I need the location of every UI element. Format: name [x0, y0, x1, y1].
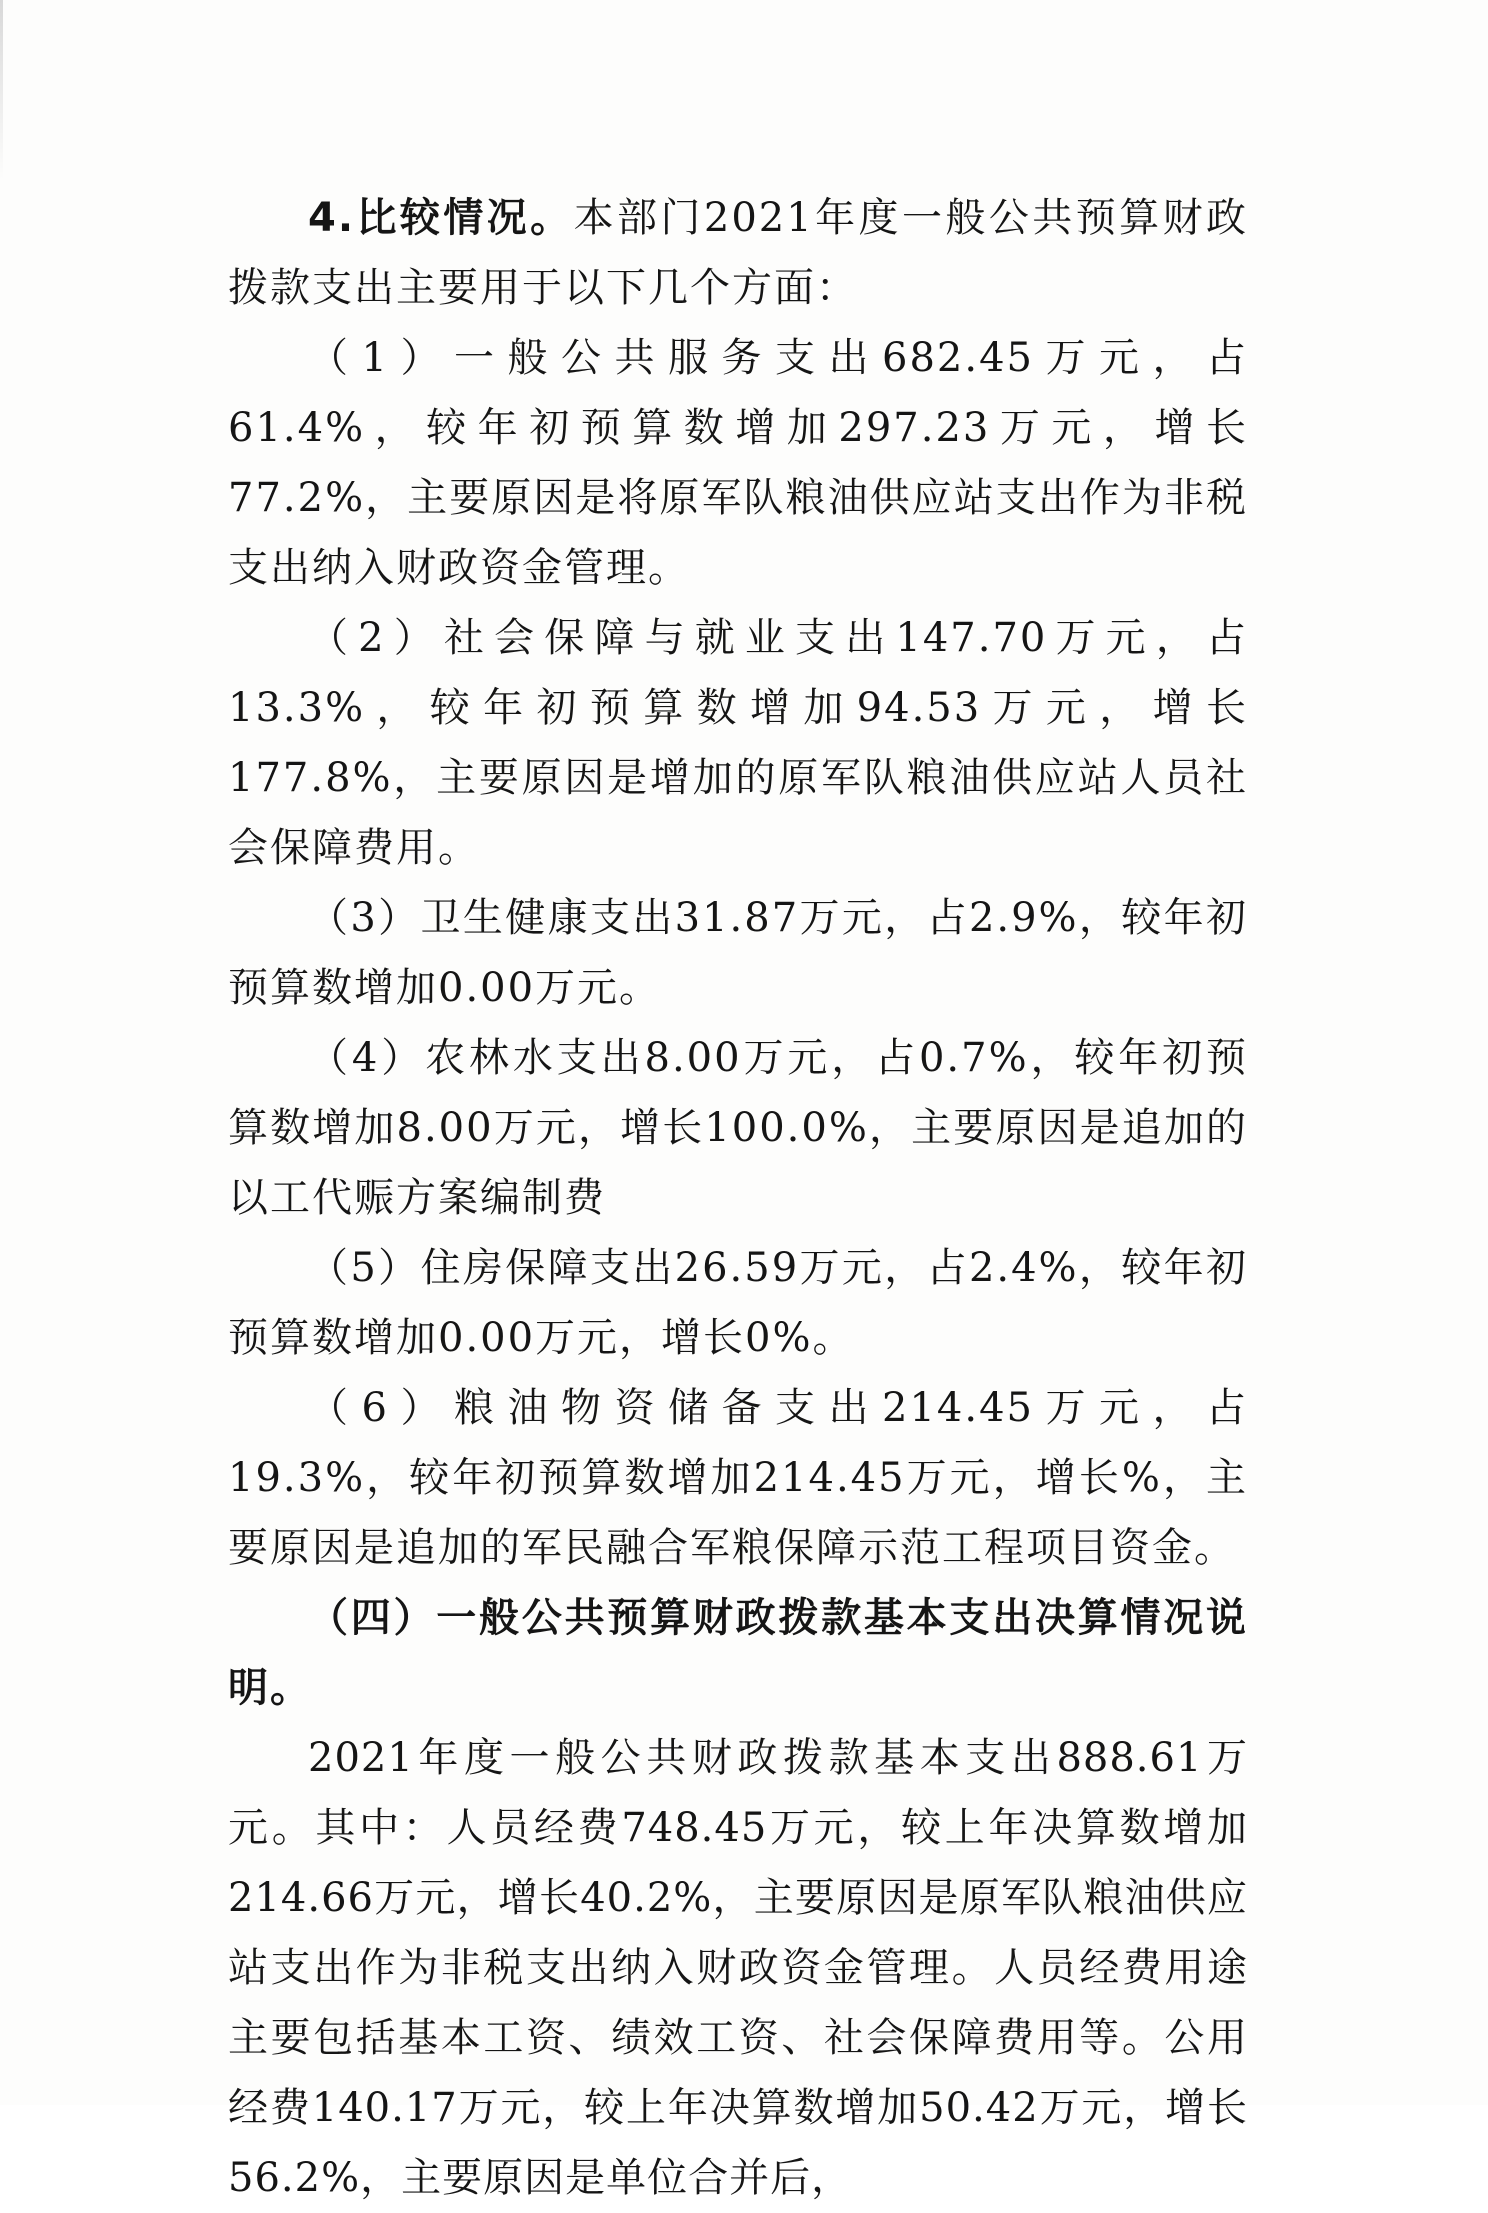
paragraph-agriculture: （4）农林水支出8.00万元，占0.7%，较年初预算数增加8.00万元，增长100.0%，主要原因是追加的以工代赈方案编制费: [228, 1035, 1248, 1221]
section-heading-basic-expenditure: （四）一般公共预算财政拨款基本支出决算情况说明。: [228, 1595, 1248, 1711]
document-body: [228, 183, 1248, 2213]
paragraph-comparison-intro: [228, 183, 1248, 323]
paragraph-general-public-services: （1）一般公共服务支出682.45万元，占61.4%，较年初预算数增加297.23万元，增长77.2%，主要原因是将原军队粮油供应站支出作为非税支出纳入财政资金管理。: [228, 335, 1248, 591]
paragraph-social-security: （2）社会保障与就业支出147.70万元，占13.3%，较年初预算数增加94.53万元，增长177.8%，主要原因是增加的原军队粮油供应站人员社会保障费用。: [228, 615, 1248, 871]
paragraph-health: （3）卫生健康支出31.87万元，占2.9%，较年初预算数增加0.00万元。: [228, 895, 1248, 1011]
paragraph-housing: （5）住房保障支出26.59万元，占2.4%，较年初预算数增加0.00万元，增长0%。: [228, 1245, 1248, 1361]
paragraph-text: 本部门2021年度一般公共预算财政拨款支出主要用于以下几个方面：: [228, 195, 1248, 311]
paragraph-lead-heading: 4.比较情况。: [308, 195, 574, 241]
paragraph-grain-reserve: （6）粮油物资储备支出214.45万元，占19.3%，较年初预算数增加214.45万元，增长%，主要原因是追加的军民融合军粮保障示范工程项目资金。: [228, 1385, 1248, 1571]
paragraph-basic-expenditure: 2021年度一般公共财政拨款基本支出888.61万元。其中：人员经费748.45万元，较上年决算数增加214.66万元，增长40.2%，主要原因是原军队粮油供应站支出作为非税支出纳入财政资金管理。人员经费用途主要包括基本工资、绩效工资、社会保障费用等。公用经费140.17万元，较上年决算数增加50.42万元，增长56.2%，主要原因是单位合并后，: [228, 1735, 1248, 2201]
scan-edge-shadow: [0, 0, 3, 180]
